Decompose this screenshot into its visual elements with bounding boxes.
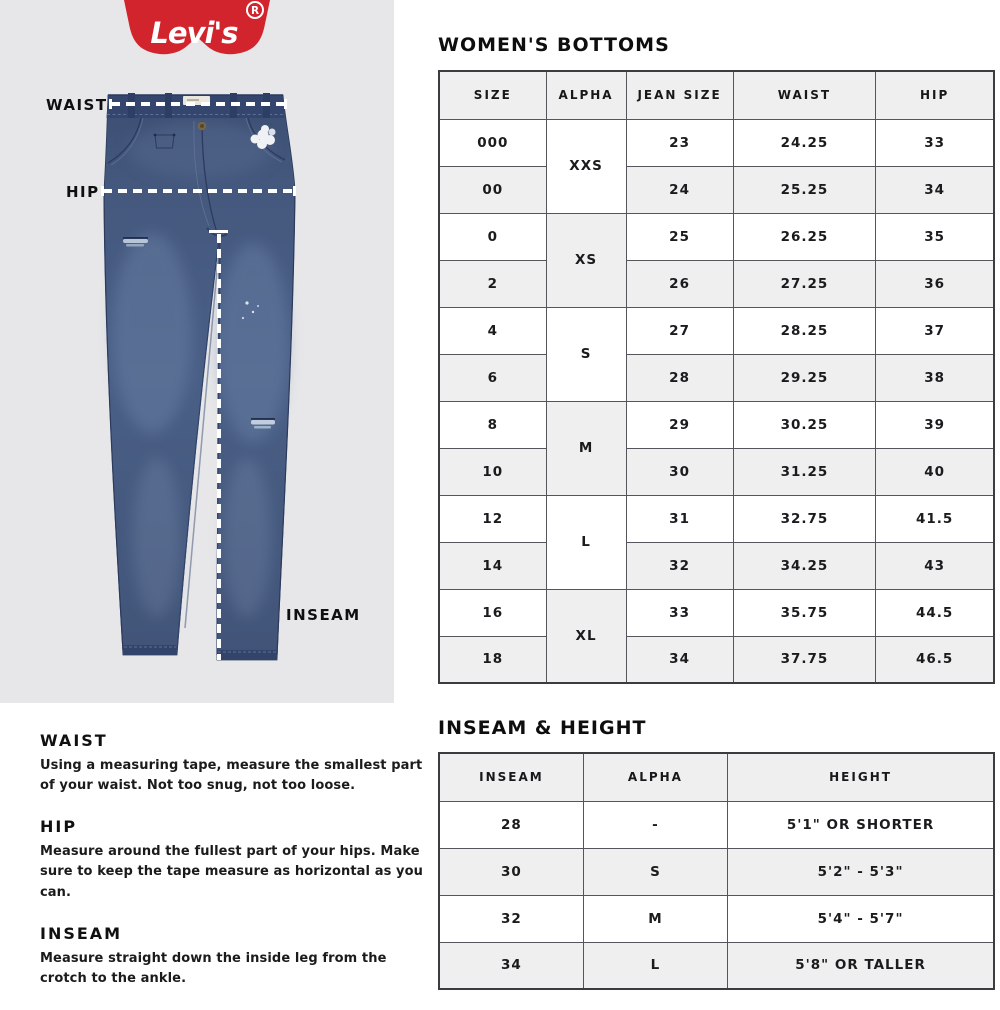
jeans-photo: [95, 88, 305, 668]
cell-waist: 24.25: [733, 119, 876, 166]
cell-jean: 31: [626, 495, 733, 542]
registered-mark-letter: R: [250, 5, 260, 17]
hip-instruction-heading: HIP: [40, 817, 78, 837]
cell-jean: 25: [626, 213, 733, 260]
hip-diagram-label: HIP: [66, 183, 100, 201]
hip-instruction-text: Measure around the fullest part of your hips. Make sure to keep the tape measure as horizontal as you can.: [40, 844, 424, 900]
cell-inseam: 34: [439, 942, 583, 989]
cell-hip: 34: [876, 166, 994, 213]
cell-hip: 40: [876, 448, 994, 495]
table-header-row: [439, 753, 994, 801]
cell-jean: 30: [626, 448, 733, 495]
cell-alpha: -: [583, 801, 727, 848]
waist-instruction-heading: WAIST: [40, 731, 108, 750]
waist-diagram-label: WAIST: [46, 96, 108, 114]
table-row: [439, 589, 994, 636]
waist-instruction-text: Using a measuring tape, measure the smallest part of your waist. Not too snug, not too loose.: [40, 758, 423, 794]
cell-height: 5'8" OR TALLER: [728, 942, 994, 989]
inseam-measure-line: [217, 234, 221, 660]
table-row: [439, 401, 994, 448]
table-row: [439, 166, 994, 213]
cell-alpha: M: [546, 401, 626, 495]
cell-size: 6: [439, 354, 546, 401]
product-diagram-panel: [0, 0, 394, 703]
cell-jean: 32: [626, 542, 733, 589]
inseam-height-table: [438, 752, 995, 990]
table-row: [439, 354, 994, 401]
cell-hip: 39: [876, 401, 994, 448]
cell-hip: 36: [876, 260, 994, 307]
cell-hip: 37: [876, 307, 994, 354]
cell-alpha: M: [583, 895, 727, 942]
table-row: [439, 801, 994, 848]
cell-alpha: XS: [546, 213, 626, 307]
table-row: [439, 495, 994, 542]
cell-height: 5'4" - 5'7": [728, 895, 994, 942]
inseam-diagram-label: INSEAM: [286, 606, 361, 624]
cell-waist: 35.75: [733, 589, 876, 636]
cell-alpha: S: [583, 848, 727, 895]
cell-inseam: 28: [439, 801, 583, 848]
cell-size: 16: [439, 589, 546, 636]
cell-jean: 27: [626, 307, 733, 354]
cell-size: 14: [439, 542, 546, 589]
table-row: [439, 636, 994, 683]
cell-size: 8: [439, 401, 546, 448]
col-header-size: SIZE: [439, 71, 546, 119]
inseam-instruction-heading: INSEAM: [40, 923, 123, 943]
cell-waist: 30.25: [733, 401, 876, 448]
cell-waist: 37.75: [733, 636, 876, 683]
cell-hip: 46.5: [876, 636, 994, 683]
cell-jean: 26: [626, 260, 733, 307]
cell-inseam: 30: [439, 848, 583, 895]
inseam-instruction-text: Measure straight down the inside leg from the crotch to the ankle.: [40, 950, 387, 986]
waist-measure-line: [111, 102, 285, 106]
table-row: [439, 448, 994, 495]
col-header-inseam: INSEAM: [439, 753, 583, 801]
cell-waist: 26.25: [733, 213, 876, 260]
table-row: [439, 213, 994, 260]
cell-hip: 35: [876, 213, 994, 260]
inseam-height-title: INSEAM & HEIGHT: [438, 717, 647, 739]
cell-jean: 23: [626, 119, 733, 166]
levis-wordmark: Levi's: [150, 16, 238, 50]
cell-size: 00: [439, 166, 546, 213]
table-row: [439, 119, 994, 166]
cell-alpha: XL: [546, 589, 626, 683]
table-row: [439, 307, 994, 354]
table-row: [439, 542, 994, 589]
cell-size: 2: [439, 260, 546, 307]
cell-size: 4: [439, 307, 546, 354]
cell-alpha: S: [546, 307, 626, 401]
col-header-alpha: ALPHA: [583, 753, 727, 801]
cell-waist: 32.75: [733, 495, 876, 542]
table-row: [439, 260, 994, 307]
cell-height: 5'1" OR SHORTER: [728, 801, 994, 848]
table-row: [439, 942, 994, 989]
cell-size: 000: [439, 119, 546, 166]
col-header-waist: WAIST: [733, 71, 876, 119]
cell-height: 5'2" - 5'3": [728, 848, 994, 895]
cell-hip: 38: [876, 354, 994, 401]
levis-logo: [122, 0, 272, 64]
cell-waist: 28.25: [733, 307, 876, 354]
cell-jean: 33: [626, 589, 733, 636]
table-row: [439, 895, 994, 942]
col-header-jean-size: JEAN SIZE: [626, 71, 733, 119]
cell-size: 12: [439, 495, 546, 542]
cell-alpha: L: [546, 495, 626, 589]
cell-size: 18: [439, 636, 546, 683]
cell-alpha: L: [583, 942, 727, 989]
cell-hip: 43: [876, 542, 994, 589]
womens-bottoms-title: WOMEN'S BOTTOMS: [438, 34, 670, 56]
cell-jean: 24: [626, 166, 733, 213]
womens-bottoms-table: [438, 70, 995, 684]
cell-inseam: 32: [439, 895, 583, 942]
hip-measure-line: [103, 189, 294, 193]
col-header-height: HEIGHT: [728, 753, 994, 801]
cell-hip: 33: [876, 119, 994, 166]
cell-waist: 25.25: [733, 166, 876, 213]
cell-jean: 28: [626, 354, 733, 401]
cell-waist: 34.25: [733, 542, 876, 589]
cell-hip: 41.5: [876, 495, 994, 542]
col-header-hip: HIP: [876, 71, 994, 119]
cell-size: 0: [439, 213, 546, 260]
cell-jean: 34: [626, 636, 733, 683]
measuring-instructions: [40, 731, 434, 1010]
cell-jean: 29: [626, 401, 733, 448]
cell-hip: 44.5: [876, 589, 994, 636]
table-row: [439, 848, 994, 895]
table-header-row: [439, 71, 994, 119]
cell-alpha: XXS: [546, 119, 626, 213]
cell-waist: 27.25: [733, 260, 876, 307]
cell-size: 10: [439, 448, 546, 495]
col-header-alpha: ALPHA: [546, 71, 626, 119]
cell-waist: 31.25: [733, 448, 876, 495]
cell-waist: 29.25: [733, 354, 876, 401]
